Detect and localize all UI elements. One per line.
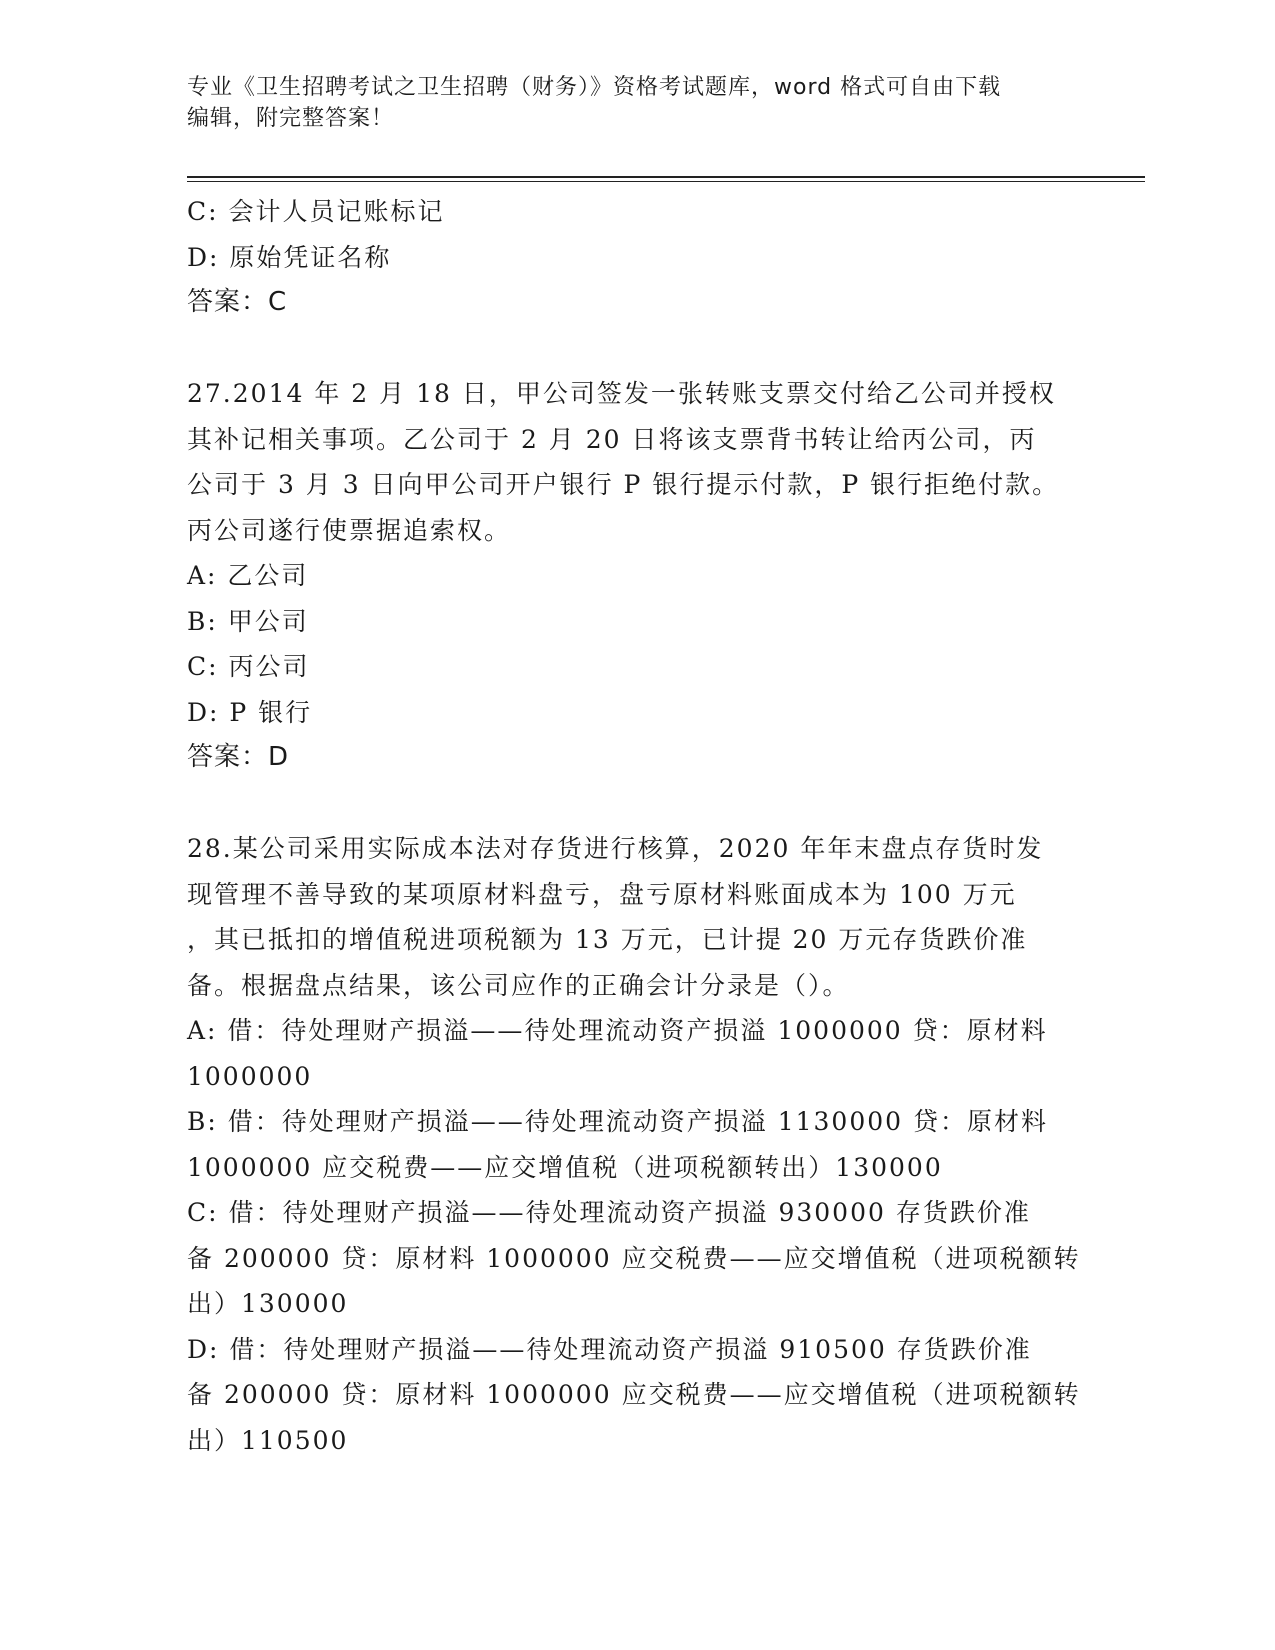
question-27 xyxy=(187,371,1087,781)
option-b-line: B: 借：待处理财产损溢——待处理流动资产损溢 1130000 贷：原材料 xyxy=(187,1107,1048,1136)
question-text-line: 其补记相关事项。乙公司于 2 月 20 日将该支票背书转让给丙公司，丙 xyxy=(187,424,1037,454)
option-b: B: 甲公司 xyxy=(187,606,309,636)
spacer xyxy=(187,326,1087,372)
page-header xyxy=(187,72,1087,134)
question-text-line: ，其已抵扣的增值税进项税额为 13 万元，已计提 20 万元存货跌价准 xyxy=(187,925,1028,954)
header-divider-thick xyxy=(187,176,1145,178)
question-text-line: 公司于 3 月 3 日向甲公司开户银行 P 银行提示付款，P 银行拒绝付款。 xyxy=(187,470,1060,499)
header-divider-thin xyxy=(187,181,1145,182)
previous-question xyxy=(187,189,1087,326)
question-text-line: 现管理不善导致的某项原材料盘亏，盘亏原材料账面成本为 100 万元 xyxy=(187,879,1017,909)
option-c: C: 会计人员记账标记 xyxy=(187,197,445,226)
question-28 xyxy=(187,826,1087,1463)
option-c-line: 出）130000 xyxy=(187,1289,349,1318)
option-a-line: A: 借：待处理财产损溢——待处理流动资产损溢 1000000 贷：原材料 xyxy=(187,1016,1048,1045)
option-b-line: 1000000 应交税费——应交增值税（进项税额转出）130000 xyxy=(187,1152,943,1182)
option-a: A: 乙公司 xyxy=(187,561,309,590)
document-body xyxy=(187,189,1087,1463)
question-text-line: 备。根据盘点结果，该公司应作的正确会计分录是（）。 xyxy=(187,970,850,1000)
option-c: C: 丙公司 xyxy=(187,652,310,681)
option-c-line: C: 借：待处理财产损溢——待处理流动资产损溢 930000 存货跌价准 xyxy=(187,1198,1031,1227)
option-a-line: 1000000 xyxy=(187,1061,313,1091)
option-c-line: 备 200000 贷：原材料 1000000 应交税费——应交增值税（进项税额转 xyxy=(187,1243,1081,1273)
option-d: D: P 银行 xyxy=(187,697,313,727)
answer-line: 答案：C xyxy=(187,287,288,317)
header-title-line-1: 专业《卫生招聘考试之卫生招聘（财务）》资格考试题库，word 格式可自由下载 xyxy=(187,75,1002,100)
header-title-line-2: 编辑，附完整答案！ xyxy=(187,106,395,131)
spacer xyxy=(187,781,1087,827)
option-d-line: D: 借：待处理财产损溢——待处理流动资产损溢 910500 存货跌价准 xyxy=(187,1334,1032,1364)
option-d-line: 备 200000 贷：原材料 1000000 应交税费——应交增值税（进项税额转 xyxy=(187,1380,1081,1409)
answer-line: 答案：D xyxy=(187,742,290,772)
option-d: D: 原始凭证名称 xyxy=(187,242,392,272)
question-text-line: 27.2014 年 2 月 18 日，甲公司签发一张转账支票交付给乙公司并授权 xyxy=(187,379,1056,408)
question-text-line: 28.某公司采用实际成本法对存货进行核算，2020 年年末盘点存货时发 xyxy=(187,834,1044,863)
option-d-line: 出）110500 xyxy=(187,1425,349,1455)
question-text-line: 丙公司遂行使票据追索权。 xyxy=(187,515,512,545)
